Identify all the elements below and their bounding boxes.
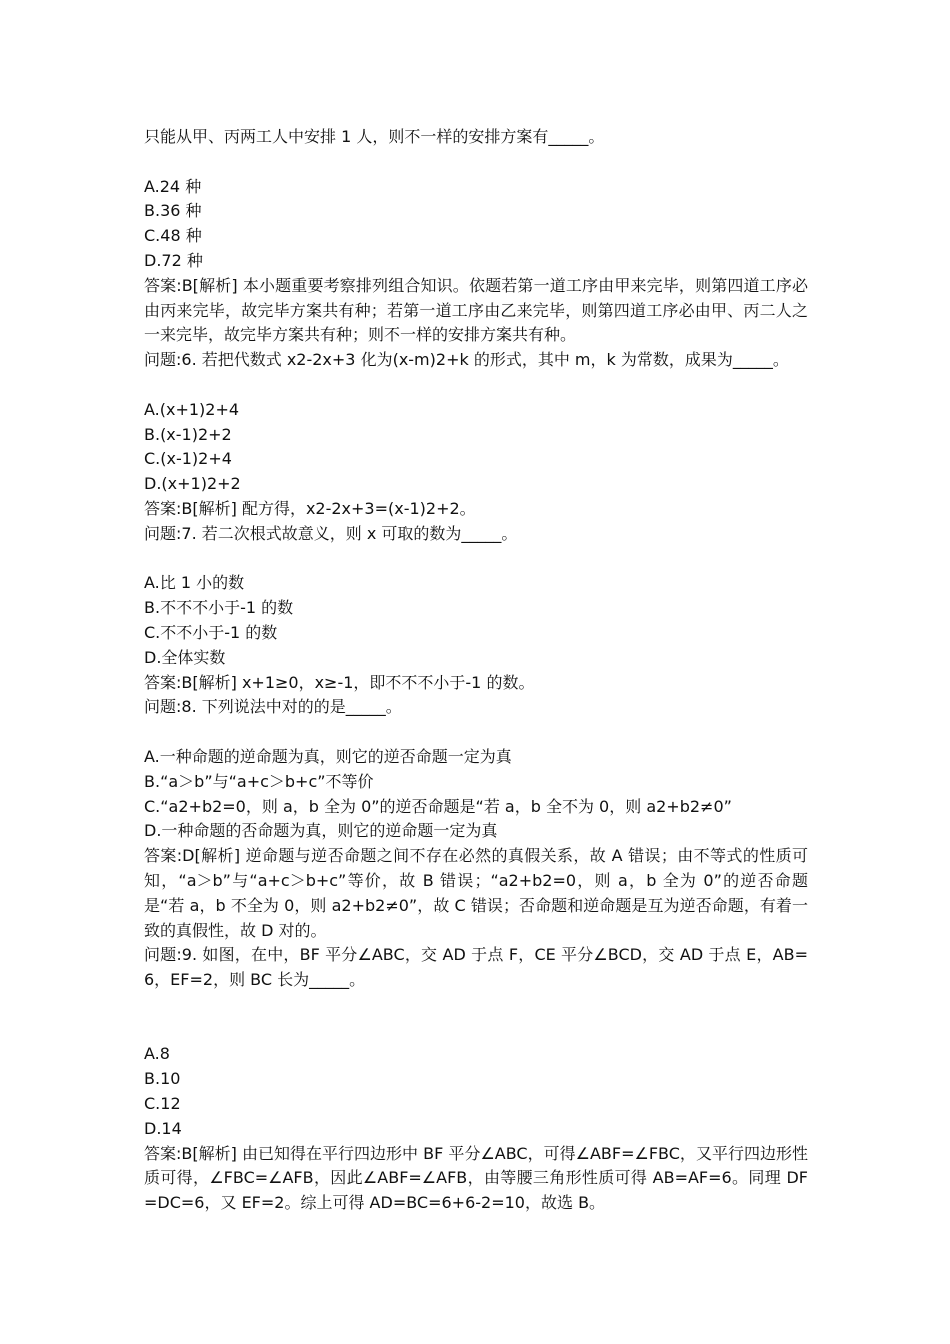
question-8-option-a: A.一种命题的逆命题为真，则它的逆否命题一定为真 (144, 746, 512, 766)
question-6-option-b: B.(x-1)2+2 (144, 424, 232, 444)
question-8-option-d: D.一种命题的否命题为真，则它的逆命题一定为真 (144, 821, 498, 841)
question-6-option-a: A.(x+1)2+4 (144, 399, 240, 419)
question-6-option-d: D.(x+1)2+2 (144, 474, 241, 494)
question-5-option-a: A.24 种 (144, 176, 202, 196)
question-5-option-b: B.36 种 (144, 201, 202, 221)
question-8-stem: 问题:8. 下列说法中对的的是_____。 (144, 697, 402, 717)
question-7-option-a: A.比 1 小的数 (144, 573, 245, 593)
question-8-option-b: B.“a＞b”与“a+c＞b+c”不等价 (144, 771, 374, 791)
question-9-option-d: D.14 (144, 1118, 182, 1138)
question-9-option-b: B.10 (144, 1069, 181, 1089)
question-7-answer: 答案:B[解析] x+1≥0，x≥-1，即不不不小于-1 的数。 (144, 672, 535, 692)
question-9-option-a: A.8 (144, 1044, 170, 1064)
question-6-option-c: C.(x-1)2+4 (144, 449, 232, 469)
question-7-stem: 问题:7. 若二次根式故意义，则 x 可取的数为_____。 (144, 523, 518, 543)
question-5-option-d: D.72 种 (144, 250, 203, 270)
figure-placeholder (144, 993, 808, 1043)
question-5-stem: 只能从甲、丙两工人中安排 1 人，则不一样的安排方案有_____。 (144, 127, 605, 146)
spacer (144, 373, 808, 398)
spacer (144, 547, 808, 572)
question-7-option-d: D.全体实数 (144, 647, 226, 667)
question-5-answer: 答案:B[解析] 本小题重要考察排列组合知识。依题若第一道工序由甲来完毕，则第四道工序必由丙来完毕，故完毕方案共有种；若第一道工序由乙来完毕，则第四道工序必由甲、丙二人之一来完毕，故完毕方案共有种；则不一样的安排方案共有种。 (144, 275, 808, 345)
question-5-option-c: C.48 种 (144, 226, 202, 246)
question-7-option-c: C.不不小于-1 的数 (144, 622, 278, 642)
question-8-answer: 答案:D[解析] 逆命题与逆否命题之间不存在必然的真假关系，故 A 错误；由不等式的性质可知，“a＞b”与“a+c＞b+c”等价，故 B 错误；“a2+b2=0，则 a，b 全为 0”的逆否命题是“若 a，b 不全为 0，则 a2+b2≠0”，故 C 错误；否命题和逆命题是互为逆否命题，有着一致的真假性，故 D 对的。 (144, 846, 808, 940)
question-6-answer: 答案:B[解析] 配方得，x2-2x+3=(x-1)2+2。 (144, 498, 476, 518)
question-7-option-b: B.不不不小于-1 的数 (144, 598, 294, 618)
spacer (144, 150, 808, 175)
question-8-option-c: C.“a2+b2=0，则 a，b 全为 0”的逆否命题是“若 a，b 全不为 0，则 a2+b2≠0” (144, 796, 732, 816)
question-9-answer: 答案:B[解析] 由已知得在平行四边形中 BF 平分∠ABC，可得∠ABF=∠FBC，又平行四边形性质可得，∠FBC=∠AFB，因此∠ABF=∠AFB，由等腰三角形性质可得 AB=AF=6。同理 DF=DC=6，又 EF=2。综上可得 AD=BC=6+6-2=10，故选 B。 (144, 1143, 808, 1213)
question-9-option-c: C.12 (144, 1094, 181, 1114)
document-page (144, 125, 808, 1216)
question-6-stem: 问题:6. 若把代数式 x2-2x+3 化为(x-m)2+k 的形式，其中 m，k 为常数，成果为_____。 (144, 350, 789, 370)
question-9-stem: 问题:9. 如图，在中，BF 平分∠ABC，交 AD 于点 F，CE 平分∠BCD，交 AD 于点 E，AB=6，EF=2，则 BC 长为_____。 (144, 945, 808, 990)
spacer (144, 720, 808, 745)
